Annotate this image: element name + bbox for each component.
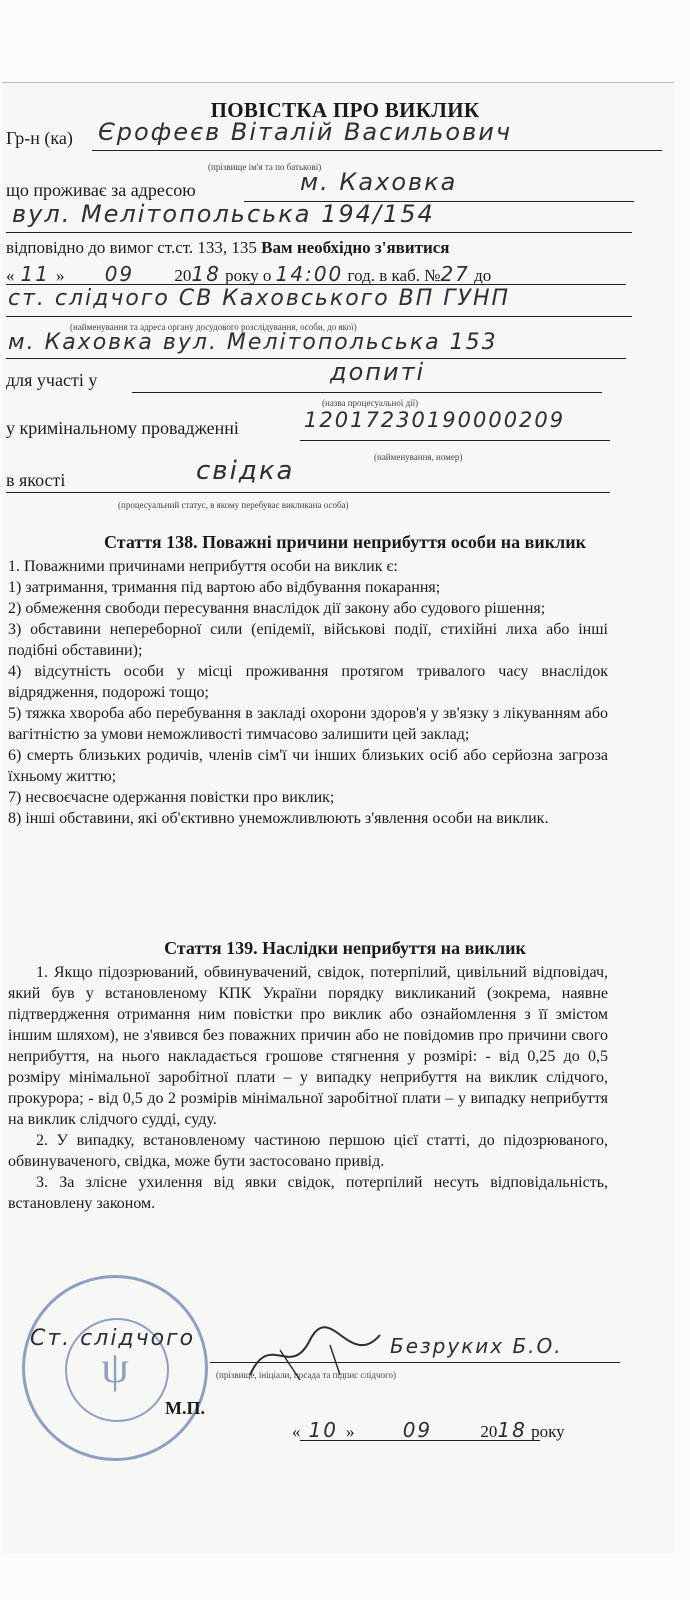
issue-year: 18 <box>497 1418 527 1442</box>
issue-month: 09 <box>402 1418 433 1442</box>
appointment-year: 18 <box>191 262 221 286</box>
article-138-item: 1. Поважними причинами неприбуття особи на виклик є: <box>8 558 398 575</box>
article-139-paragraph: 3. За злісне ухилення від явки свідок, потерпілий несуть відповідальність, встановлену законом. <box>8 1174 608 1212</box>
article-139-title: Стаття 139. Наслідки неприбуття на виклик <box>164 938 526 958</box>
article-138-item: 3) обставини непереборної сили (епідемії, військові події, стихійні лиха або інші подібні обставини); <box>8 621 608 659</box>
requirement-row <box>6 238 450 258</box>
organ-caption: (найменування та адреса органу досудового розслідування, особи, до якої) <box>70 322 357 332</box>
article-138-item: 6) смерть близьких родичів, членів сім'ї чи інших близьких осіб або серйозна загроза їхньому життю; <box>8 747 608 785</box>
proceeding-row <box>6 418 239 439</box>
trident-icon: ψ <box>101 1343 129 1392</box>
citizen-row <box>6 128 73 149</box>
issue-day: 10 <box>308 1418 338 1442</box>
proceeding-label: у кримінальному провадженні <box>6 418 239 438</box>
article-138-item: 1) затримання, тримання під вартою або відбування покарання; <box>8 579 441 596</box>
issue-date-row: « 10 » 09 2018 року <box>292 1418 565 1442</box>
stamp-label: М.П. <box>165 1398 205 1418</box>
article-138-item: 8) інші обставини, які об'єктивно унеможливлюють з'явлення особи на виклик. <box>8 810 549 827</box>
article-139-body <box>8 962 608 1214</box>
participation-row <box>6 370 97 391</box>
organ-value-2: м. Каховка вул. Мелітопольська 153 <box>8 330 498 355</box>
article-139-paragraph: 2. У випадку, встановленому частиною першою цієї статті, до підозрюваного, обвинуваченого, свідка, може бути застосовано привід. <box>8 1132 608 1170</box>
organ-value-1: ст. слідчого СВ Каховського ВП ГУНП <box>8 286 511 311</box>
requirement-bold: Вам необхідно з'явитися <box>261 238 450 257</box>
capacity-caption: (процесуальний статус, в якому перебуває викликана особа) <box>118 500 349 510</box>
appointment-month: 09 <box>104 262 135 286</box>
address-value-2: вул. Мелітопольська 194/154 <box>12 200 435 228</box>
capacity-value: свідка <box>196 456 295 486</box>
citizen-value: Єрофеєв Віталій Васильович <box>98 118 513 146</box>
citizen-caption: (прізвище ім'я та по батькові) <box>208 162 322 172</box>
signature-caption: (прізвище, ініціали, посада та підпис слідчого) <box>216 1370 396 1380</box>
article-138-title: Стаття 138. Поважні причини неприбуття особи на виклик <box>104 532 586 552</box>
appointment-time: 14:00 <box>275 262 344 286</box>
participation-value: допиті <box>330 358 426 386</box>
proceeding-value: 12017230190000209 <box>304 408 566 432</box>
address-value-1: м. Каховка <box>300 168 458 196</box>
article-138-item: 4) відсутність особи у місці проживання протягом тривалого часу внаслідок відрядження, подорожі тощо; <box>8 663 608 701</box>
participation-label: для участі у <box>6 370 98 390</box>
article-138-body <box>8 556 608 829</box>
proceeding-caption: (найменування, номер) <box>374 452 463 462</box>
article-138-item: 5) тяжка хвороба або перебування в закладі охорони здоров'я у зв'язку з лікуванням або вагітністю за умови неможливості тимчасово залишити цей заклад; <box>8 705 608 743</box>
article-139-paragraph: 1. Якщо підозрюваний, обвинувачений, свідок, потерпілий, цивільний відповідач, який був у встановленому КПК України порядку викликаний (зокрема, наявне підтвердження отримання ним повістки про виклик або ознайомлення з її змістом іншим шляхом), не з'явився без поважних причин або не повідомив про причини свого неприбуття, на нього накладається грошове стягнення у розмірі: - від 0,25 до 0,5 розміру мінімальної заробітної плати – у випадку неприбуття на виклик слідчого, прокурора; - від 0,5 до 2 розмірів мінімальної заробітної плати – у випадку неприбуття на виклик слідчого судді, суду. <box>8 964 608 1128</box>
signature-handwritten-left: Ст. слідчого <box>30 1326 196 1351</box>
official-seal <box>22 1275 208 1461</box>
article-138-item: 7) несвоєчасне одержання повістки про виклик; <box>8 789 335 806</box>
signature-name: Безруких Б.О. <box>390 1334 563 1358</box>
capacity-row <box>6 470 65 491</box>
capacity-label: в якості <box>6 470 66 490</box>
article-138-item: 2) обмеження свободи пересування внаслідок дії закону або судового рішення; <box>8 600 546 617</box>
requirement-text: відповідно до вимог ст.ст. 133, 135 <box>6 238 257 257</box>
appointment-day: 11 <box>20 262 50 286</box>
address-label: що проживає за адресою <box>6 180 196 200</box>
address-row <box>6 180 196 201</box>
citizen-label: Гр-н (ка) <box>6 128 73 148</box>
appointment-row: « 11 » 09 2018 року о 14:00 год. в каб. №27 до <box>6 262 492 286</box>
appointment-room: 27 <box>440 262 470 286</box>
document-title: ПОВІСТКА ПРО ВИКЛИК <box>210 98 480 122</box>
participation-caption: (назва процесуальної дії) <box>322 398 419 408</box>
